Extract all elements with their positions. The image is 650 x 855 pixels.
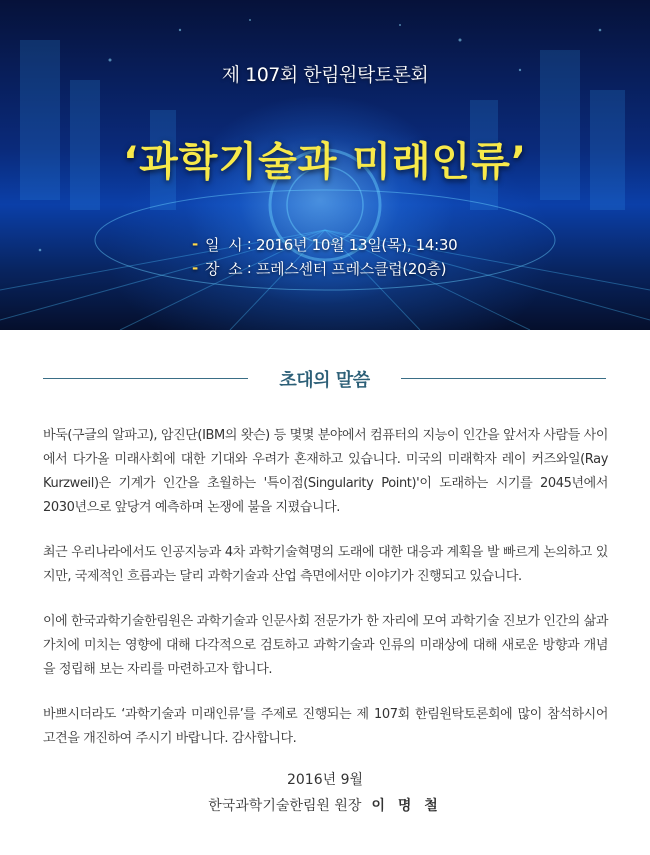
signer-title: 한국과학기술한림원 원장: [208, 798, 362, 814]
invitation-paragraph: 이에 한국과학기술한림원은 과학기술과 인문사회 전문가가 한 자리에 모여 과학기술 진보가 인간의 삶과 가치에 미치는 영향에 대해 다각적으로 검토하고 과학기술과 인류의 미래상에 대해 새로운 방향과 개념을 정립해 보는 자리를 마련하고자 합니다.: [43, 614, 608, 677]
dash-bullet-icon: -: [192, 235, 198, 253]
invitation-body: [43, 424, 608, 772]
colon-separator: :: [242, 259, 256, 277]
event-location-label: 장 소: [204, 259, 243, 278]
signer-name: 이 명 철: [371, 798, 442, 814]
event-info: [192, 232, 457, 280]
invitation-heading-text: 초대의 말씀: [279, 370, 370, 391]
event-subtitle: 제 107회 한림원탁토론회: [221, 64, 429, 86]
invitation-paragraph: 바쁘시더라도 ‘과학기술과 미래인류’를 주제로 진행되는 제 107회 한림원탁토론회에 많이 참석하시어 고견을 개진하여 주시기 바랍니다. 감사합니다.: [43, 707, 608, 746]
event-banner: [0, 0, 650, 330]
event-location-row: [192, 256, 457, 280]
invitation-paragraph: 최근 우리나라에서도 인공지능과 4차 과학기술혁명의 도래에 대한 대응과 계획을 발 빠르게 논의하고 있지만, 국제적인 흐름과는 달리 과학기술과 산업 측면에서만 이야기가 진행되고 있습니다.: [43, 545, 608, 584]
dash-bullet-icon: -: [192, 259, 198, 277]
event-date-row: [192, 232, 457, 256]
invitation-paragraph: 바둑(구글의 알파고), 암진단(IBM의 왓슨) 등 몇몇 분야에서 컴퓨터의 지능이 인간을 앞서자 사람들 사이에서 다가올 미래사회에 대한 기대와 우려가 혼재하고 있습니다. 미국의 미래학자 레이 커즈와일(Ray Kurzweil)은 기계가 인간을 초월하는 '특이점(Singularity Point)'이 도래하는 시기를 2045년에서 2030년으로 앞당겨 예측하며 논쟁에 불을 지폈습니다.: [43, 428, 608, 515]
event-location-value: 프레스센터 프레스클럽(20층): [255, 259, 447, 278]
invitation-signature: [0, 795, 650, 815]
colon-separator: :: [242, 235, 256, 253]
event-title: ‘과학기술과 미래인류’: [122, 139, 528, 185]
invitation-heading: [43, 364, 606, 392]
event-date-value: 2016년 10월 13일(목), 14:30: [255, 235, 458, 254]
event-date-label: 일 시: [204, 235, 243, 254]
invitation-date: 2016년 9월: [286, 772, 364, 788]
heading-divider-right: [401, 378, 606, 379]
